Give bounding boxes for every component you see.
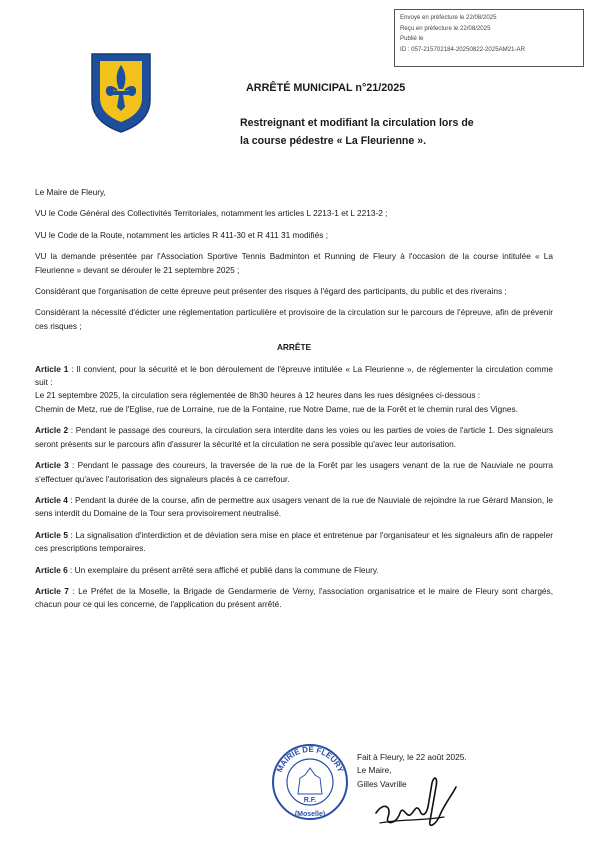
- handwritten-signature-icon: [370, 765, 460, 831]
- vu-cgct: VU le Code Général des Collectivités Territoriales, notamment les articles L 2213-1 et L 2213-2 ;: [35, 208, 388, 219]
- article-1-streets: Chemin de Metz, rue de l'Eglise, rue de Lorraine, rue de la Fontaine, rue Notre Dame, rue de la Forêt et le chemin rural des Vignes.: [35, 403, 518, 414]
- fleur-de-lis-crest-icon: [88, 50, 154, 134]
- prefecture-stamp: [394, 9, 584, 67]
- signature-name: Gilles Vavrille: [357, 778, 407, 789]
- article-1-schedule: Le 21 septembre 2025, la circulation sera réglementée de 8h30 heures à 12 heures dans les rues désignées ci-dessous :: [35, 390, 481, 401]
- vu-demande: VU la demande présentée par l'Association Sportive Tennis Badminton et Running de Fleury à l'occasion de la course intitulée « La Fleurienne » devant se dérouler le 21 septembre 2025 ;: [35, 251, 553, 275]
- article-5-text: : La signalisation d'interdiction et de déviation sera mise en place et entretenue par l'organisateur et les signaleurs afin de rappeler ces prescriptions temporaires.: [35, 529, 554, 554]
- seal-rf-text: R.F.: [303, 797, 317, 804]
- article-6: [35, 564, 553, 577]
- article-3-text: : Pendant le passage des coureurs, la traversée de la rue de la Forêt par les usagers venant de la rue de Nauviale ne pourra s'effectuer qu'avec l'autorisation des signaleurs placés à ce carrefour.: [35, 460, 553, 484]
- article-5-label: Article 5: [35, 529, 68, 540]
- article-3-label: Article 3: [35, 460, 69, 471]
- article-5: [35, 529, 553, 556]
- document-body: [35, 186, 553, 620]
- article-7-text: : Le Préfet de la Moselle, la Brigade de Gendarmerie de Verny, l'association organisatrice et le maire de Fleury sont chargés, chacun pour ce qui les concerne, de l'application du présent arrêté.: [35, 585, 553, 610]
- considerant-risques: Considérant que l'organisation de cette épreuve peut présenter des risques à l'égard des participants, du public et des riverains ;: [35, 286, 507, 297]
- arrete-heading: ARRÊTE: [276, 342, 312, 353]
- article-4-text: : Pendant la durée de la course, afin de permettre aux usagers venant de la rue de Nauviale de rejoindre la rue Gérard Mansion, le sens interdit du Domaine de la Tour sera provisoirement neutralisé.: [35, 494, 553, 519]
- article-3: [35, 459, 553, 486]
- article-7-label: Article 7: [35, 585, 69, 596]
- article-4-label: Article 4: [35, 494, 68, 505]
- article-1-label: Article 1: [35, 363, 69, 374]
- article-6-text: : Un exemplaire du présent arrêté sera affiché et publié dans la commune de Fleury.: [67, 564, 379, 575]
- stamp-line-sent: Envoyé en préfecture le 22/08/2025: [400, 14, 497, 21]
- article-2-text: : Pendant le passage des coureurs, la circulation sera interdite dans les voies ou les parties de voies de l'article 1. Des signaleurs seront présents sur le parcours afin d'assurer la sécurité et la circulation ne sera possible qu'avec leur autorisation.: [35, 425, 553, 449]
- arrete-title: ARRÊTÉ MUNICIPAL n°21/2025: [246, 82, 406, 94]
- subtitle-line-2: la course pédestre « La Fleurienne ».: [240, 135, 427, 147]
- stamp-line-received: Reçu en préfecture le 22/08/2025: [400, 24, 491, 32]
- article-1-text: : Il convient, pour la sécurité et le bon déroulement de l'épreuve intitulée « La Fleurienne », de réglementer la circulation comme suit :: [35, 363, 553, 388]
- vu-code-route: VU le Code de la Route, notamment les articles R 411-30 et R 411 31 modifiés ;: [35, 229, 328, 240]
- article-2-label: Article 2: [35, 425, 69, 436]
- stamp-line-id: ID : 057-215702184-20250822-2025AM21-AR: [400, 45, 526, 53]
- mayor-line: Le Maire de Fleury,: [35, 187, 106, 197]
- seal-bottom-text: (Moselle): [294, 811, 326, 818]
- mairie-seal-icon: [270, 742, 350, 822]
- title-block: [240, 82, 540, 150]
- article-4: [35, 494, 553, 521]
- article-7: [35, 585, 553, 612]
- article-2: [35, 424, 553, 451]
- signature-place-date: Fait à Fleury, le 22 août 2025.: [357, 752, 467, 762]
- signature-role: Le Maire,: [357, 765, 392, 776]
- subtitle-line-1: Restreignant et modifiant la circulation lors de: [240, 117, 474, 129]
- article-1: [35, 363, 553, 390]
- article-6-label: Article 6: [35, 564, 68, 575]
- considerant-necessite: Considérant la nécessité d'édicter une réglementation particulière et provisoire de la circulation sur le parcours de l'épreuve, afin de prévenir ces risques ;: [35, 307, 553, 331]
- seal-top-text: MAIRIE DE FLEURY: [274, 744, 346, 774]
- arrete-subtitle: [240, 114, 540, 150]
- stamp-line-published: Publié le: [400, 35, 424, 42]
